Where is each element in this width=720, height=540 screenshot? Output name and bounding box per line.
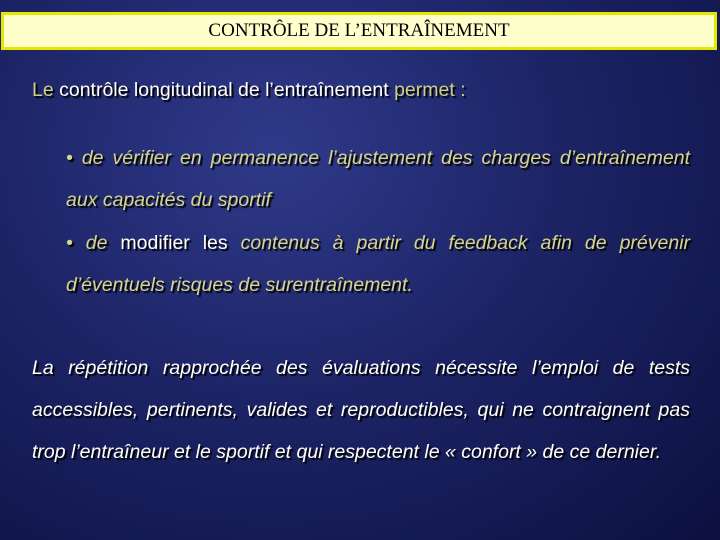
intro-emphasis: contrôle longitudinal de l’entraînement bbox=[59, 79, 389, 101]
bullet-text: de vérifier en permanence l’ajustement des charges d’entraînement aux capacités du sportif bbox=[66, 147, 690, 211]
closing-paragraph: La répétition rapprochée des évaluations nécessite l’emploi de tests accessibles, pertinents, valides et reproductibles, qui ne contraignent pas trop l’entraîneur et le sportif et qui respectent le « confort » de ce dernier. bbox=[32, 357, 690, 463]
bullet-marker: • bbox=[66, 232, 73, 254]
bullet-text: contenus à partir du feedback afin de prévenir d’éventuels risques de surentraînement. bbox=[66, 232, 691, 296]
bullet-item-2 bbox=[66, 222, 690, 306]
bullet-lead: de bbox=[85, 232, 121, 254]
bullet-normal-text: modifier les bbox=[120, 232, 228, 254]
slide-title: CONTRÔLE DE L’ENTRAÎNEMENT bbox=[208, 20, 510, 41]
bullet-item-1 bbox=[66, 137, 690, 221]
bullet-marker: • bbox=[66, 147, 73, 169]
intro-tail: permet : bbox=[388, 79, 466, 101]
title-box bbox=[1, 12, 717, 50]
intro-paragraph bbox=[32, 69, 466, 111]
intro-lead: Le bbox=[32, 79, 60, 101]
